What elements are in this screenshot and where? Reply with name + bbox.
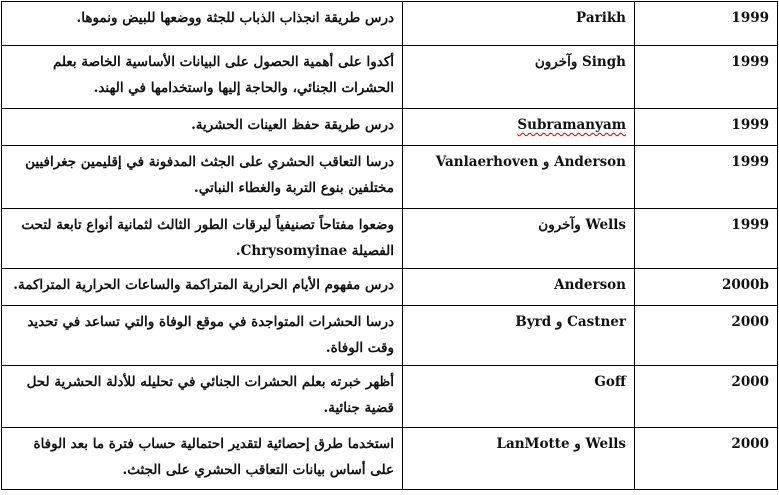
description-cell: أكدوا على أهمية الحصول على البيانات الأساسية الخاصة بعلم الحشرات الجنائي، والحاجة إليها واستخدامها في الهند.	[2, 46, 403, 109]
description-cell: درسا الحشرات المتواجدة في موقع الوفاة والتي تساعد في تحديد وقت الوفاة.	[2, 306, 403, 366]
year-cell: 1999	[635, 46, 778, 109]
year-cell: 1999	[635, 2, 778, 46]
table-row	[2, 306, 778, 366]
description-cell: درس طريقة انجذاب الذباب للجثة ووضعها للبيض ونموها.	[2, 2, 403, 46]
author-cell: Wells و LanMotte	[403, 428, 635, 490]
author-name: Subramanyam	[517, 117, 626, 133]
table-row	[2, 46, 778, 109]
author-cell: Castner و Byrd	[403, 306, 635, 366]
year-cell: 2000	[635, 366, 778, 428]
table-row	[2, 146, 778, 209]
references-table	[1, 1, 778, 490]
description-cell: درس طريقة حفظ العينات الحشرية.	[2, 109, 403, 146]
author-cell: Anderson و Vanlaerhoven	[403, 146, 635, 209]
description-cell: درسا التعاقب الحشري على الجثث المدفونة في إقليمين جغرافيين مختلفين بنوع التربة والغطاء النباتي.	[2, 146, 403, 209]
author-cell: Wells وآخرون	[403, 209, 635, 269]
description-cell: استخدما طرق إحصائية لتقدير احتمالية حساب فترة ما بعد الوفاة على أساس بيانات التعاقب الحشري على الجثث.	[2, 428, 403, 490]
author-cell: Parikh	[403, 2, 635, 46]
table-row	[2, 2, 778, 46]
year-cell: 1999	[635, 146, 778, 209]
year-cell: 1999	[635, 109, 778, 146]
year-cell: 2000	[635, 428, 778, 490]
description-cell: درس مفهوم الأيام الحرارية المتراكمة والساعات الحرارية المتراكمة.	[2, 269, 403, 306]
author-cell: Anderson	[403, 269, 635, 306]
description-cell: وضعوا مفتاحاً تصنيفياً ليرقات الطور الثالث لثمانية أنواع تابعة لتحت الفصيلة Chrysomyinae.	[2, 209, 403, 269]
table-row	[2, 209, 778, 269]
description-cell: أظهر خبرته بعلم الحشرات الجنائي في تحليله للأدلة الحشرية لحل قضية جنائية.	[2, 366, 403, 428]
author-cell: Singh وآخرون	[403, 46, 635, 109]
author-cell	[403, 109, 635, 146]
table-row	[2, 109, 778, 146]
author-cell: Goff	[403, 366, 635, 428]
table-row	[2, 428, 778, 490]
year-cell: 2000	[635, 306, 778, 366]
year-cell: 2000b	[635, 269, 778, 306]
year-cell: 1999	[635, 209, 778, 269]
table-row	[2, 366, 778, 428]
table-row	[2, 269, 778, 306]
